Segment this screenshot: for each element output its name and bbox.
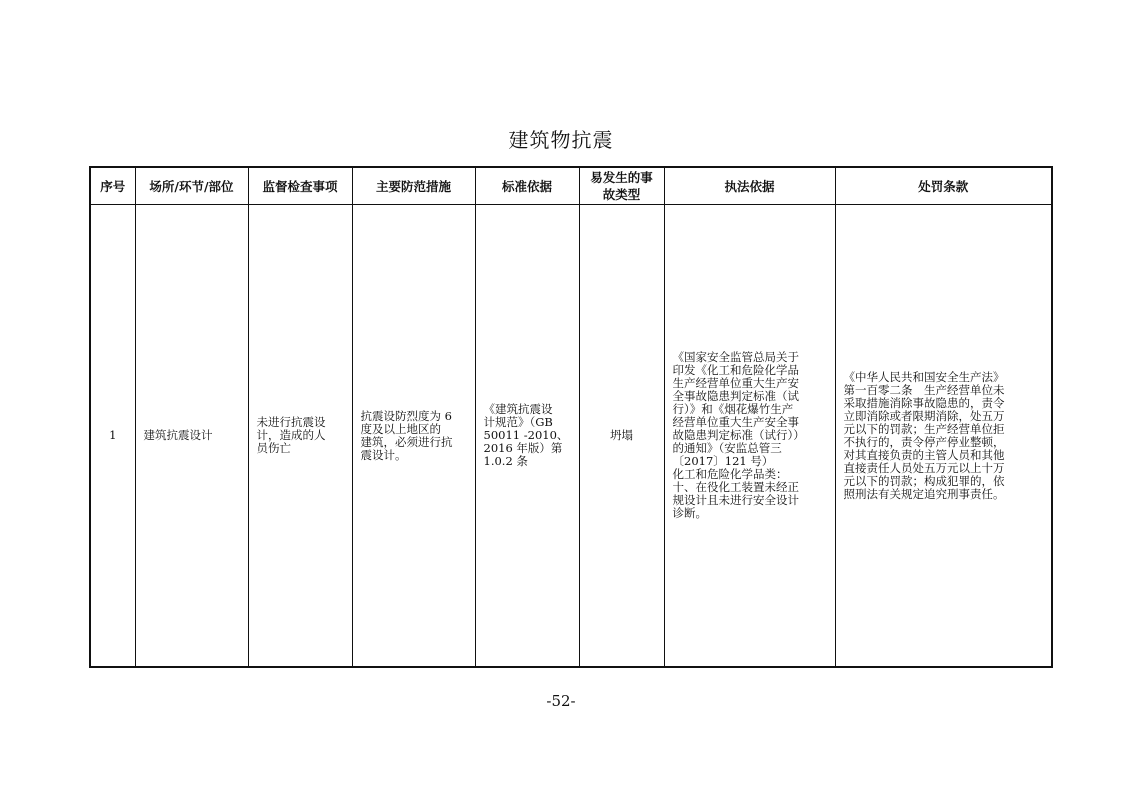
cell-measures: 抗震设防烈度为 6 度及以上地区的 建筑，必须进行抗 震设计。 [352, 205, 475, 668]
header-law: 执法依据 [664, 167, 835, 205]
page-number: -52- [546, 692, 576, 710]
header-standard: 标准依据 [475, 167, 579, 205]
document-title: 建筑物抗震 [508, 128, 614, 152]
cell-accident-type: 坍塌 [579, 205, 664, 668]
header-inspection: 监督检查事项 [248, 167, 352, 205]
inspection-table [89, 166, 1053, 668]
cell-standard: 《建筑抗震设 计规范》（GB 50011 -2010、 2016 年版）第 1.0.2 条 [475, 205, 579, 668]
cell-penalty: 《中华人民共和国安全生产法》 第一百零二条 生产经营单位未 采取措施消除事故隐患的，责令 立即消除或者限期消除，处五万 元以下的罚款；生产经营单位拒 不执行的，责令停产停业整顿， 对其直接负责的主管人员和其他 直接责任人员处五万元以上十万 元以下的罚款；构成犯罪的，依 照刑法有关规定追究刑事责任。 [835, 205, 1052, 668]
table-header-row [90, 167, 1052, 205]
cell-inspection: 未进行抗震设 计，造成的人 员伤亡 [248, 205, 352, 668]
cell-law: 《国家安全监管总局关于 印发《化工和危险化学品 生产经营单位重大生产安 全事故隐患判定标准（试 行）》和《烟花爆竹生产 经营单位重大生产安全事 故隐患判定标准（试行）） 的通知》（安监总管三 〔2017〕121 号） 化工和危险化学品类： 十、在役化工装置未经正 规设计且未进行安全设计 诊断。 [664, 205, 835, 668]
table-row [90, 205, 1052, 668]
header-penalty: 处罚条款 [835, 167, 1052, 205]
header-place: 场所/环节/部位 [135, 167, 248, 205]
header-accident-type: 易发生的事 故类型 [579, 167, 664, 205]
header-seq: 序号 [90, 167, 135, 205]
cell-place: 建筑抗震设计 [135, 205, 248, 668]
header-measures: 主要防范措施 [352, 167, 475, 205]
cell-seq: 1 [90, 205, 135, 668]
